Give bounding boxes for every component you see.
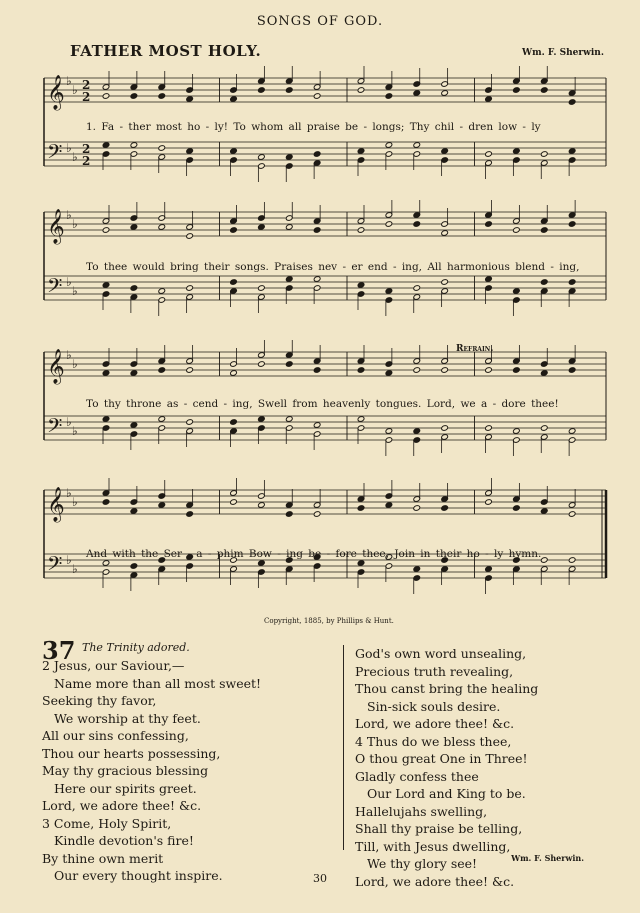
- lyric-line-2: To thee would bring their songs. Praises nev - er end - ing, All harmonious blend - ing,: [86, 261, 580, 273]
- svg-text:♭: ♭: [72, 150, 78, 164]
- verse-line: By thine own merit: [42, 850, 164, 866]
- svg-text:♭: ♭: [72, 83, 78, 97]
- lyric-line-1: 1. Fa - ther most ho - ly! To whom all praise be - longs; Thy chil - dren low - ly: [86, 121, 541, 133]
- svg-text:𝄞: 𝄞: [47, 209, 65, 244]
- svg-text:♭: ♭: [66, 74, 72, 88]
- hymn-number: 37: [42, 636, 76, 665]
- svg-text:2: 2: [82, 142, 91, 156]
- verse-line: Shall thy praise be telling,: [355, 821, 523, 836]
- svg-text:♭: ♭: [72, 284, 78, 298]
- svg-text:2: 2: [82, 90, 91, 104]
- verse-line: Seeking thy favor,: [42, 693, 157, 708]
- verse-line: Gladly confess thee: [355, 768, 479, 784]
- lyric-line-4: And with the Ser - a - phim Bow - ing be - fore thee, Join in their ho - ly hymn.: [86, 548, 542, 560]
- svg-text:♭: ♭: [66, 486, 72, 500]
- verse-line: All our sins confessing,: [42, 728, 189, 743]
- svg-text:𝄞: 𝄞: [47, 75, 65, 110]
- verse-line: Lord, we adore thee! &c.: [355, 873, 515, 889]
- svg-text:♭: ♭: [66, 348, 72, 362]
- verse-line: 2 Jesus, our Saviour,—: [42, 658, 185, 673]
- svg-text:♭: ♭: [66, 208, 72, 222]
- refrain-label: Refrain.: [456, 344, 494, 354]
- verse-line: O thou great One in Three!: [355, 751, 528, 766]
- svg-text:♭: ♭: [66, 553, 72, 567]
- svg-text:♭: ♭: [72, 562, 78, 576]
- verse-line: Hallelujahs swelling,: [355, 803, 488, 819]
- verse-line: 3 Come, Holy Spirit,: [42, 815, 172, 831]
- verse-line: Our every thought inspire.: [54, 868, 223, 883]
- svg-text:𝄢: 𝄢: [47, 414, 63, 442]
- verse-line: Our Lord and King to be.: [367, 786, 526, 801]
- verse-line: Precious truth revealing,: [355, 663, 514, 679]
- verses-left-column: [42, 657, 261, 885]
- verse-line: 4 Thus do we bless thee,: [355, 733, 512, 749]
- page-header: SONGS OF GOD.: [256, 14, 384, 29]
- copyright-notice: Copyright, 1885, by Phillips & Hunt.: [264, 617, 394, 625]
- svg-text:𝄞: 𝄞: [47, 487, 65, 522]
- lyric-line-3: To thy throne as - cend - ing, Swell from heavenly tongues. Lord, we a - dore thee!: [86, 398, 559, 410]
- svg-text:♭: ♭: [66, 141, 72, 155]
- hymn-title: FATHER MOST HOLY.: [70, 42, 262, 60]
- verse-line: Here our spirits greet.: [54, 780, 197, 796]
- verse-line: We worship at thy feet.: [54, 710, 201, 726]
- verse-line: We thy glory see!: [367, 856, 478, 871]
- verse-line: May thy gracious blessing: [42, 763, 209, 778]
- page-number: 30: [313, 872, 327, 885]
- composer-credit: Wm. F. Sherwin.: [521, 48, 604, 58]
- svg-text:𝄢: 𝄢: [47, 552, 63, 580]
- svg-text:2: 2: [82, 78, 91, 92]
- svg-text:♭: ♭: [72, 357, 78, 371]
- verse-line: Till, with Jesus dwelling,: [355, 838, 511, 854]
- verse-line: Sin-sick souls desire.: [367, 698, 501, 714]
- verse-line: Name more than all most sweet!: [54, 675, 262, 691]
- svg-text:♭: ♭: [72, 217, 78, 231]
- column-divider: [343, 645, 344, 850]
- verse-line: Lord, we adore thee! &c.: [42, 798, 202, 813]
- verse-line: Thou our hearts possessing,: [42, 745, 221, 761]
- svg-text:♭: ♭: [72, 424, 78, 438]
- svg-text:♭: ♭: [72, 495, 78, 509]
- svg-text:𝄢: 𝄢: [47, 140, 63, 168]
- signature: Wm. F. Sherwin.: [511, 853, 584, 863]
- svg-text:𝄞: 𝄞: [47, 349, 65, 384]
- hymn-subtitle: The Trinity adored.: [82, 641, 190, 654]
- verse-line: Kindle devotion's fire!: [54, 833, 194, 848]
- svg-text:♭: ♭: [66, 415, 72, 429]
- svg-text:♭: ♭: [66, 275, 72, 289]
- verse-line: Lord, we adore thee! &c.: [355, 716, 515, 731]
- svg-text:𝄢: 𝄢: [47, 274, 63, 302]
- verse-line: God's own word unsealing,: [355, 646, 527, 661]
- svg-text:2: 2: [82, 154, 91, 168]
- verse-line: Thou canst bring the healing: [355, 681, 539, 696]
